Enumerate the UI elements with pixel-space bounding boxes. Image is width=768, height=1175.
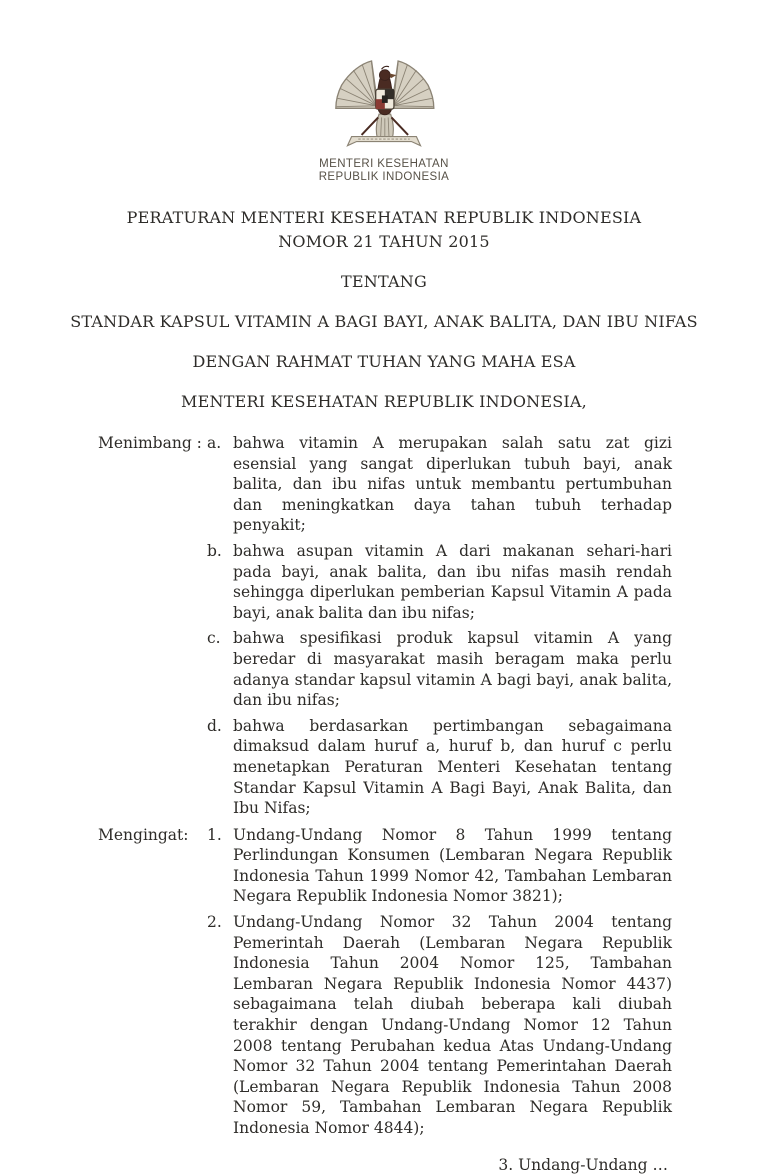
head bbox=[379, 70, 390, 81]
considering-item-b bbox=[207, 541, 672, 623]
recalling-section bbox=[98, 825, 672, 1139]
letterhead-country: REPUBLIK INDONESIA bbox=[318, 171, 450, 183]
subject-line: STANDAR KAPSUL VITAMIN A BAGI BAYI, ANAK BALITA, DAN IBU NIFAS bbox=[70, 312, 698, 331]
garuda-pancasila-emblem-icon bbox=[330, 56, 438, 149]
letterhead-caption bbox=[0, 158, 768, 184]
item-text: bahwa berdasarkan pertimbangan sebagaimana dimaksud dalam huruf a, huruf b, dan huruf c perlu menetapkan Peraturan Menteri Kesehatan tentang Standar Kapsul Vitamin A Bagi Bayi, Anak Balita, dan Ibu Nifas; bbox=[233, 716, 672, 818]
recalling-item-1 bbox=[207, 825, 672, 907]
considering-label: Menimbang : bbox=[98, 434, 202, 452]
shield-center bbox=[382, 95, 388, 102]
motto-ribbon bbox=[347, 137, 420, 146]
item-marker: c. bbox=[207, 629, 221, 648]
item-text: bahwa spesifikasi produk kapsul vitamin A yang beredar di masyarakat masih beragam maka perlu adanya standar kapsul vitamin A bagi bayi, anak balita, dan ibu nifas; bbox=[233, 629, 672, 710]
recalling-item-2 bbox=[207, 912, 672, 1139]
authority-line: MENTERI KESEHATAN REPUBLIK INDONESIA, bbox=[181, 392, 587, 411]
letterhead bbox=[0, 0, 768, 184]
item-text: bahwa asupan vitamin A dari makanan sehari-hari pada bayi, anak balita, dan ibu nifas masih rendah sehingga diperlukan pemberian Kapsul Vitamin A pada bayi, anak balita dan ibu nifas; bbox=[233, 541, 672, 622]
title-line-1: PERATURAN MENTERI KESEHATAN REPUBLIK INDONESIA bbox=[126, 208, 642, 227]
document-title bbox=[0, 206, 768, 254]
item-marker: 1. bbox=[207, 825, 222, 844]
recalling-label: Mengingat: bbox=[98, 825, 189, 844]
title-line-2: NOMOR 21 TAHUN 2015 bbox=[278, 232, 490, 251]
page-continuation-marker: 3. Undang-Undang … bbox=[498, 1155, 668, 1174]
about-label: TENTANG bbox=[341, 272, 427, 291]
invocation-line: DENGAN RAHMAT TUHAN YANG MAHA ESA bbox=[192, 352, 576, 371]
item-text: Undang-Undang Nomor 32 Tahun 2004 tentang Pemerintah Daerah (Lembaran Negara Republik Indonesia Tahun 2004 Nomor 125, Tambahan Lembaran Negara Republik Indonesia Nomor 4437) sebagaimana telah diubah beberapa kali diubah terakhir dengan Undang-Undang Nomor 12 Tahun 2008 tentang Perubahan kedua Atas Undang-Undang Nomor 32 Tahun 2004 tentang Pemerintahan Daerah (Lembaran Negara Republik Indonesia Tahun 2008 Nomor 59, Tambahan Lembaran Negara Republik Indonesia Nomor 4844); bbox=[233, 913, 672, 1137]
considering-section bbox=[98, 433, 672, 819]
item-marker: d. bbox=[207, 716, 222, 735]
crest bbox=[382, 66, 389, 69]
item-text: bahwa vitamin A merupakan salah satu zat gizi esensial yang sangat diperlukan tubuh bayi, anak balita, dan ibu nifas untuk membantu pertumbuhan dan meningkatkan daya tahan tubuh terhadap penyakit; bbox=[233, 434, 672, 535]
document-body bbox=[0, 433, 768, 1139]
item-text: Undang-Undang Nomor 8 Tahun 1999 tentang Perlindungan Konsumen (Lembaran Negara Republik Indonesia Tahun 1999 Nomor 42, Tambahan Lembaran Negara Republik Indonesia Nomor 3821); bbox=[233, 825, 672, 906]
considering-item-d bbox=[207, 716, 672, 819]
considering-item-a bbox=[207, 433, 672, 536]
letterhead-ministry: MENTERI KESEHATAN bbox=[319, 158, 449, 170]
item-marker: 2. bbox=[207, 913, 222, 932]
item-marker: a. bbox=[207, 434, 222, 452]
considering-item-c bbox=[207, 628, 672, 710]
item-marker: b. bbox=[207, 541, 222, 560]
